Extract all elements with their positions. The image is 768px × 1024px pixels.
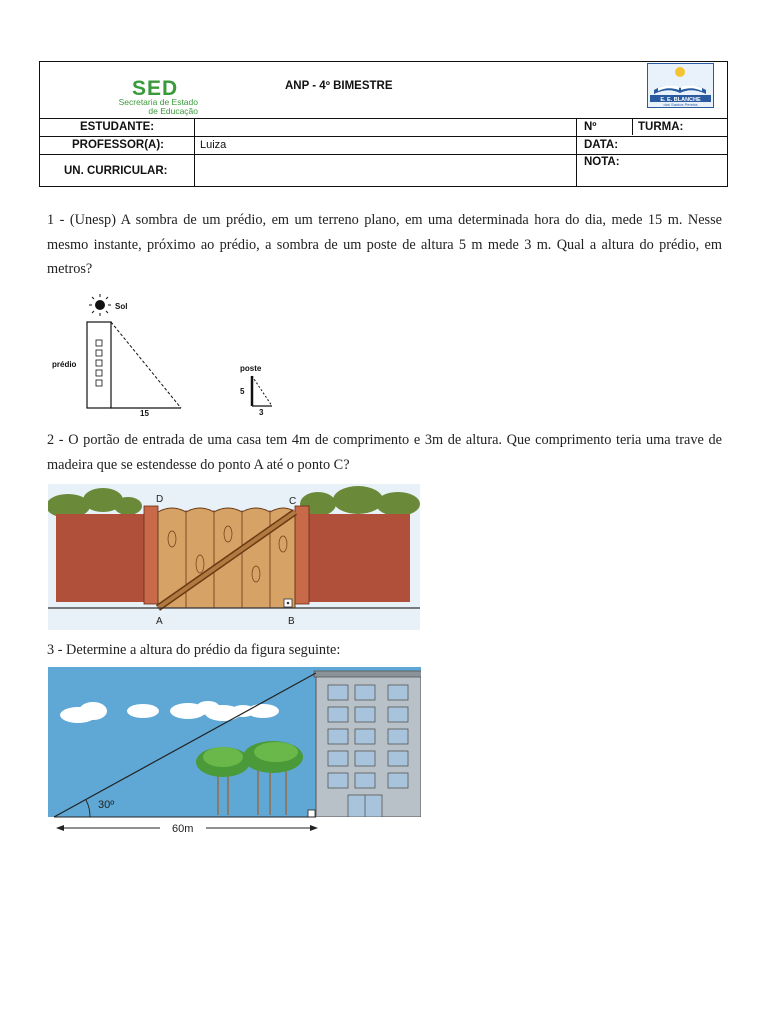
right-angle-marker — [308, 810, 315, 817]
question-1-source: (Unesp) — [69, 212, 116, 228]
angle-label: 30º — [98, 799, 115, 811]
professor-field[interactable]: Luiza — [200, 139, 227, 151]
estudante-label: ESTUDANTE: — [80, 121, 155, 133]
sed-subtitle-line2: de Educação — [148, 106, 198, 116]
question-3-figure — [48, 667, 421, 837]
turma-label: TURMA: — [638, 121, 684, 133]
distance-label: 60m — [172, 823, 194, 835]
question-1 — [47, 208, 722, 282]
data-label: DATA: — [584, 139, 619, 151]
post-right — [295, 506, 309, 604]
point-c-label: C — [289, 496, 297, 507]
school-logo-line1: E. E. BLANCHE — [660, 97, 701, 103]
sun-icon — [89, 294, 111, 316]
gate — [158, 508, 295, 608]
question-2: 2 - O portão de entrada de uma casa tem 4m de comprimento e 3m de altura. Que comprimento teria uma trave de madeira que se estendesse do ponto A até o ponto C? — [47, 432, 722, 473]
wall-right — [298, 514, 410, 602]
pole-label: poste — [240, 364, 262, 373]
school-logo — [647, 63, 714, 108]
building-shadow-value: 15 — [140, 409, 149, 417]
sun-ray-building — [111, 322, 181, 408]
document-title: ANP - 4º BIMESTRE — [285, 80, 393, 92]
building-label: prédio — [52, 360, 77, 369]
sed-subtitle-line1: Secretaria de Estado — [118, 97, 198, 107]
question-1-figure — [45, 292, 285, 417]
pole-shadow-value: 3 — [259, 408, 264, 417]
school-logo-line2: dos Santos Pereira — [663, 102, 698, 107]
question-2-figure — [48, 484, 420, 630]
point-d-label: D — [156, 494, 164, 505]
question-1-number: 1 - — [47, 212, 65, 228]
sun-label: Sol — [115, 302, 128, 311]
sed-logo-subtitle — [98, 98, 198, 116]
sed-logo-title: SED — [132, 77, 179, 100]
sun-ray-pole — [252, 376, 272, 406]
point-b-label: B — [288, 616, 295, 627]
building — [314, 671, 421, 817]
question-1-text: A sombra de um prédio, em um terreno plano, em uma determinada hora do dia, mede 15 m. Nesse mesmo instante, próximo ao prédio, a sombra de um poste de altura 5 m mede 3 m. Qual a altura do prédio, em metros? — [47, 212, 723, 277]
header-table — [39, 61, 728, 187]
curricular-label: UN. CURRICULAR: — [64, 165, 168, 177]
pole-height-value: 5 — [240, 387, 245, 396]
book-icon — [648, 64, 713, 107]
wall-left — [56, 514, 156, 602]
building-shape — [87, 322, 111, 408]
point-a-label: A — [156, 616, 163, 627]
professor-label: PROFESSOR(A): — [72, 139, 164, 151]
numero-label: Nº — [584, 121, 597, 133]
question-3: 3 - Determine a altura do prédio da figura seguinte: — [47, 642, 341, 658]
post-left — [144, 506, 158, 604]
nota-label: NOTA: — [584, 156, 620, 168]
